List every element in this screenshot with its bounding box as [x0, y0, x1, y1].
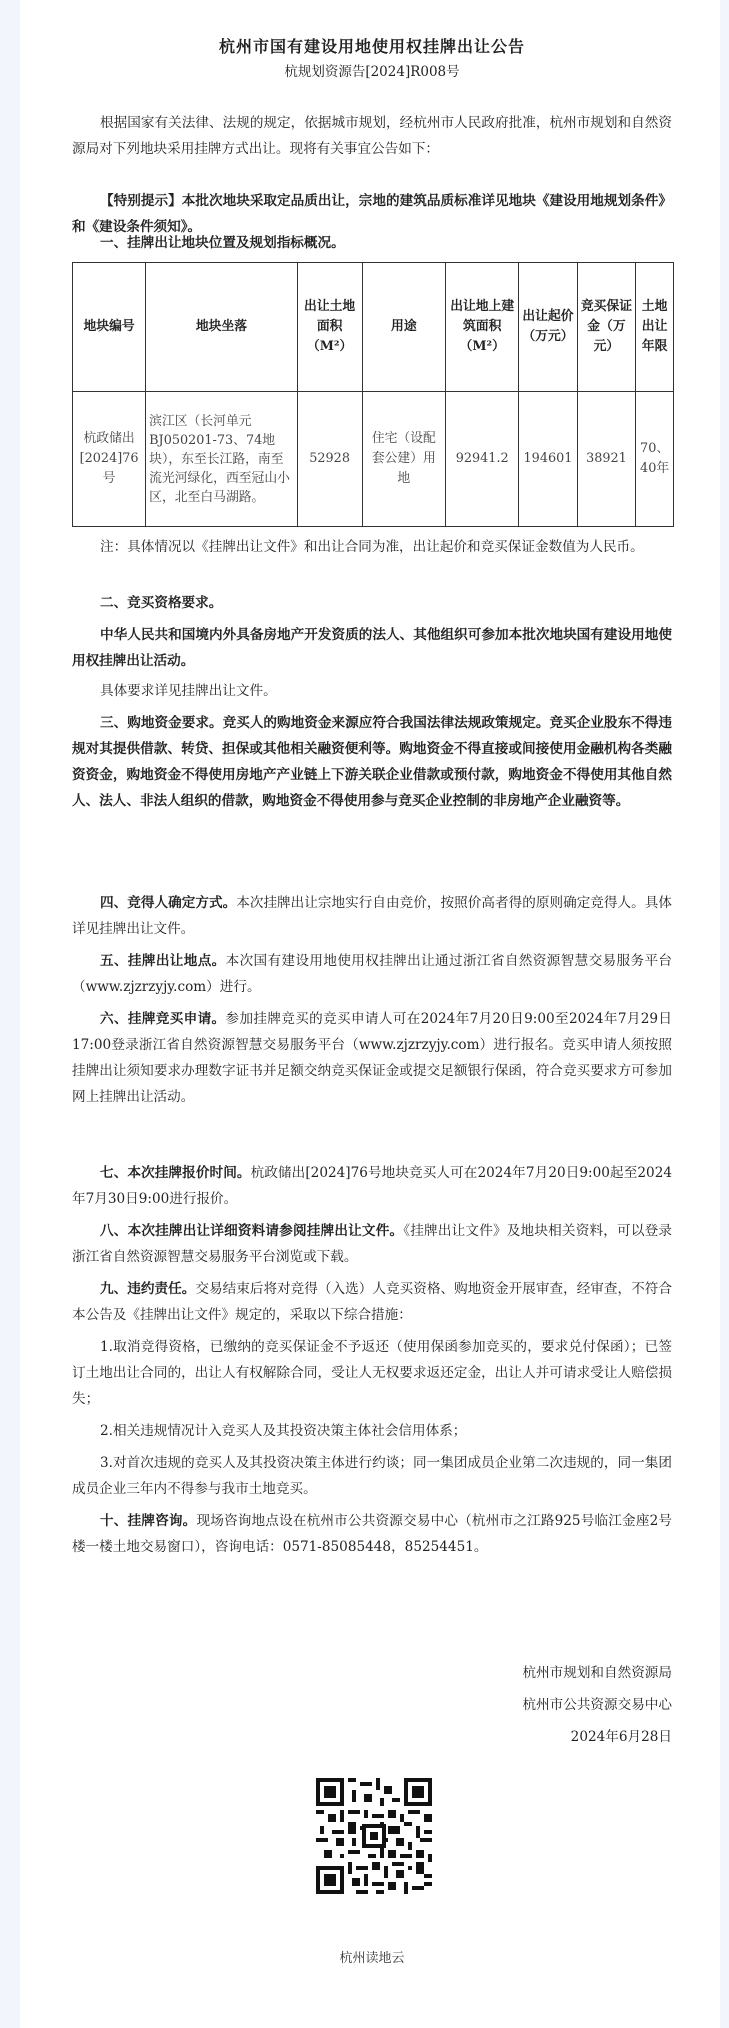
cell-building-area: 92941.2 [446, 392, 519, 527]
qr-code-graphic [316, 1778, 432, 1894]
section-5-body: 本次国有建设用地使用权挂牌出让通过浙江省自然资源智慧交易服务平台（www.zjzrzyjy.com）进行。 [72, 953, 672, 995]
header-land-area: 出让土地面积（M²） [297, 263, 362, 392]
section-5-heading: 五、挂牌出让地点。 [100, 953, 226, 969]
document-number: 杭规划资源告[2024]R008号 [284, 64, 460, 80]
section-10 [72, 1508, 672, 1560]
header-start-price: 出让起价（万元） [519, 263, 577, 392]
table-header-row [73, 263, 674, 392]
table-note: 注：具体情况以《挂牌出让文件》和出让合同为准，出让起价和竞买保证金数值为人民币。 [100, 539, 644, 555]
section-9-item-1: 1.取消竞得资格，已缴纳的竞买保证金不予返还（使用保函参加竞买的，要求兑付保函）；已签订土地出让合同的，出让人有权解除合同，受让人无权要求返还定金，出让人并可请求受让人赔偿损失； [72, 1339, 672, 1407]
qr-code-caption: 杭州读地云 [339, 1951, 405, 1966]
header-deposit: 竞买保证金（万元） [577, 263, 636, 392]
section-4-body: 本次挂牌出让宗地实行自由竞价，按照价高者得的原则确定竞得人。具体详见挂牌出让文件。 [72, 895, 673, 937]
section-8-heading: 八、本次挂牌出让详细资料请参阅挂牌出让文件。 [100, 1223, 404, 1239]
section-7-heading: 七、本次挂牌报价时间。 [100, 1165, 251, 1181]
signature-org-2: 杭州市公共资源交易中心 [522, 1697, 672, 1713]
section-2-detail: 具体要求详见挂牌出让文件。 [100, 683, 277, 699]
intro-paragraph: 根据国家有关法律、法规的规定，依据城市规划，经杭州市人民政府批准，杭州市规划和自然资源局对下列地块采用挂牌方式出让。现将有关事宜公告如下： [72, 115, 672, 157]
section-7 [72, 1160, 672, 1212]
signature-org-1: 杭州市规划和自然资源局 [522, 1665, 672, 1681]
section-2-body: 中华人民共和国境内外具备房地产开发资质的法人、其他组织可参加本批次地块国有建设用地使用权挂牌出让活动。 [72, 627, 672, 669]
section-3: 三、购地资金要求。竞买人的购地资金来源应符合我国法律法规政策规定。竞买企业股东不得违规对其提供借款、转贷、担保或其他相关融资便利等。购地资金不得直接或间接使用金融机构各类融资资金，购地资金不得使用房地产产业链上下游关联企业借款或预付款，购地资金不得使用其他自然人、法人、非法人组织的借款，购地资金不得使用参与竞买企业控制的非房地产企业融资等。 [72, 715, 672, 809]
section-6 [72, 1006, 672, 1110]
cell-usage: 住宅（设配套公建）用地 [362, 392, 446, 527]
section-4 [72, 890, 672, 942]
cell-parcel-code: 杭政储出[2024]76号 [73, 392, 146, 527]
header-parcel-code: 地块编号 [73, 263, 146, 392]
table-row [73, 392, 674, 527]
notice-title: 杭州市国有建设用地使用权挂牌出让公告 [218, 37, 525, 56]
section-10-heading: 十、挂牌咨询。 [100, 1513, 197, 1529]
notice-page [20, 0, 720, 2028]
header-usage: 用途 [362, 263, 446, 392]
section-9-heading: 九、违约责任。 [100, 1281, 196, 1297]
section-4-heading: 四、竞得人确定方式。 [100, 895, 237, 911]
section-6-heading: 六、挂牌竞买申请。 [100, 1011, 226, 1027]
cell-location: 滨江区（长河单元BJ050201-73、74地块），东至长江路，南至流光河绿化，西至冠山小区，北至白马湖路。 [146, 392, 298, 527]
section-7-body: 杭政储出[2024]76号地块竞买人可在2024年7月20日9:00起至2024年7月30日9:00进行报价。 [72, 1165, 672, 1207]
cell-land-area: 52928 [297, 392, 362, 527]
cell-term: 70、40年 [636, 392, 674, 527]
section-8 [72, 1218, 672, 1270]
header-building-area: 出让地上建筑面积（M²） [446, 263, 519, 392]
section-5 [72, 948, 672, 1000]
section-9-body: 交易结束后将对竞得（入选）人竞买资格、购地资金开展审查，经审查，不符合本公告及《挂牌出让文件》规定的，采取以下综合措施： [72, 1281, 673, 1323]
section-2-heading: 二、竞买资格要求。 [100, 595, 223, 611]
section-9-item-3: 3.对首次违规的竞买人及其投资决策主体进行约谈；同一集团成员企业第二次违规的，同一集团成员企业三年内不得参与我市土地竞买。 [72, 1455, 672, 1497]
section-9-item-2: 2.相关违规情况计入竞买人及其投资决策主体社会信用体系； [100, 1423, 467, 1439]
qr-code-icon[interactable] [316, 1778, 432, 1894]
header-term: 土地出让年限 [636, 263, 674, 392]
section-9 [72, 1276, 672, 1328]
cell-start-price: 194601 [519, 392, 577, 527]
section-1-heading: 一、挂牌出让地块位置及规划指标概况。 [100, 235, 345, 251]
section-6-body: 参加挂牌竞买的竞买申请人可在2024年7月20日9:00至2024年7月29日17:00登录浙江省自然资源智慧交易服务平台（www.zjzrzyjy.com）进行报名。竞买申请人须按照挂牌出让须知要求办理数字证书并足额交纳竞买保证金或提交足额银行保函，符合竞买要求方可参加网上挂牌出让活动。 [72, 1011, 673, 1105]
header-location: 地块坐落 [146, 263, 298, 392]
cell-deposit: 38921 [577, 392, 636, 527]
special-notice: 【特别提示】本批次地块采取定品质出让，宗地的建筑品质标准详见地块《建设用地规划条件》和《建设条件须知》。 [72, 193, 672, 235]
signature-date: 2024年6月28日 [570, 1729, 672, 1745]
section-10-body: 现场咨询地点设在杭州市公共资源交易中心（杭州市之江路925号临江金座2号楼一楼土地交易窗口），咨询电话：0571-85085448，85254451。 [72, 1513, 673, 1555]
land-parcel-table [72, 262, 674, 527]
section-8-body: 《挂牌出让文件》及地块相关资料，可以登录浙江省自然资源智慧交易服务平台浏览或下载。 [72, 1223, 672, 1265]
